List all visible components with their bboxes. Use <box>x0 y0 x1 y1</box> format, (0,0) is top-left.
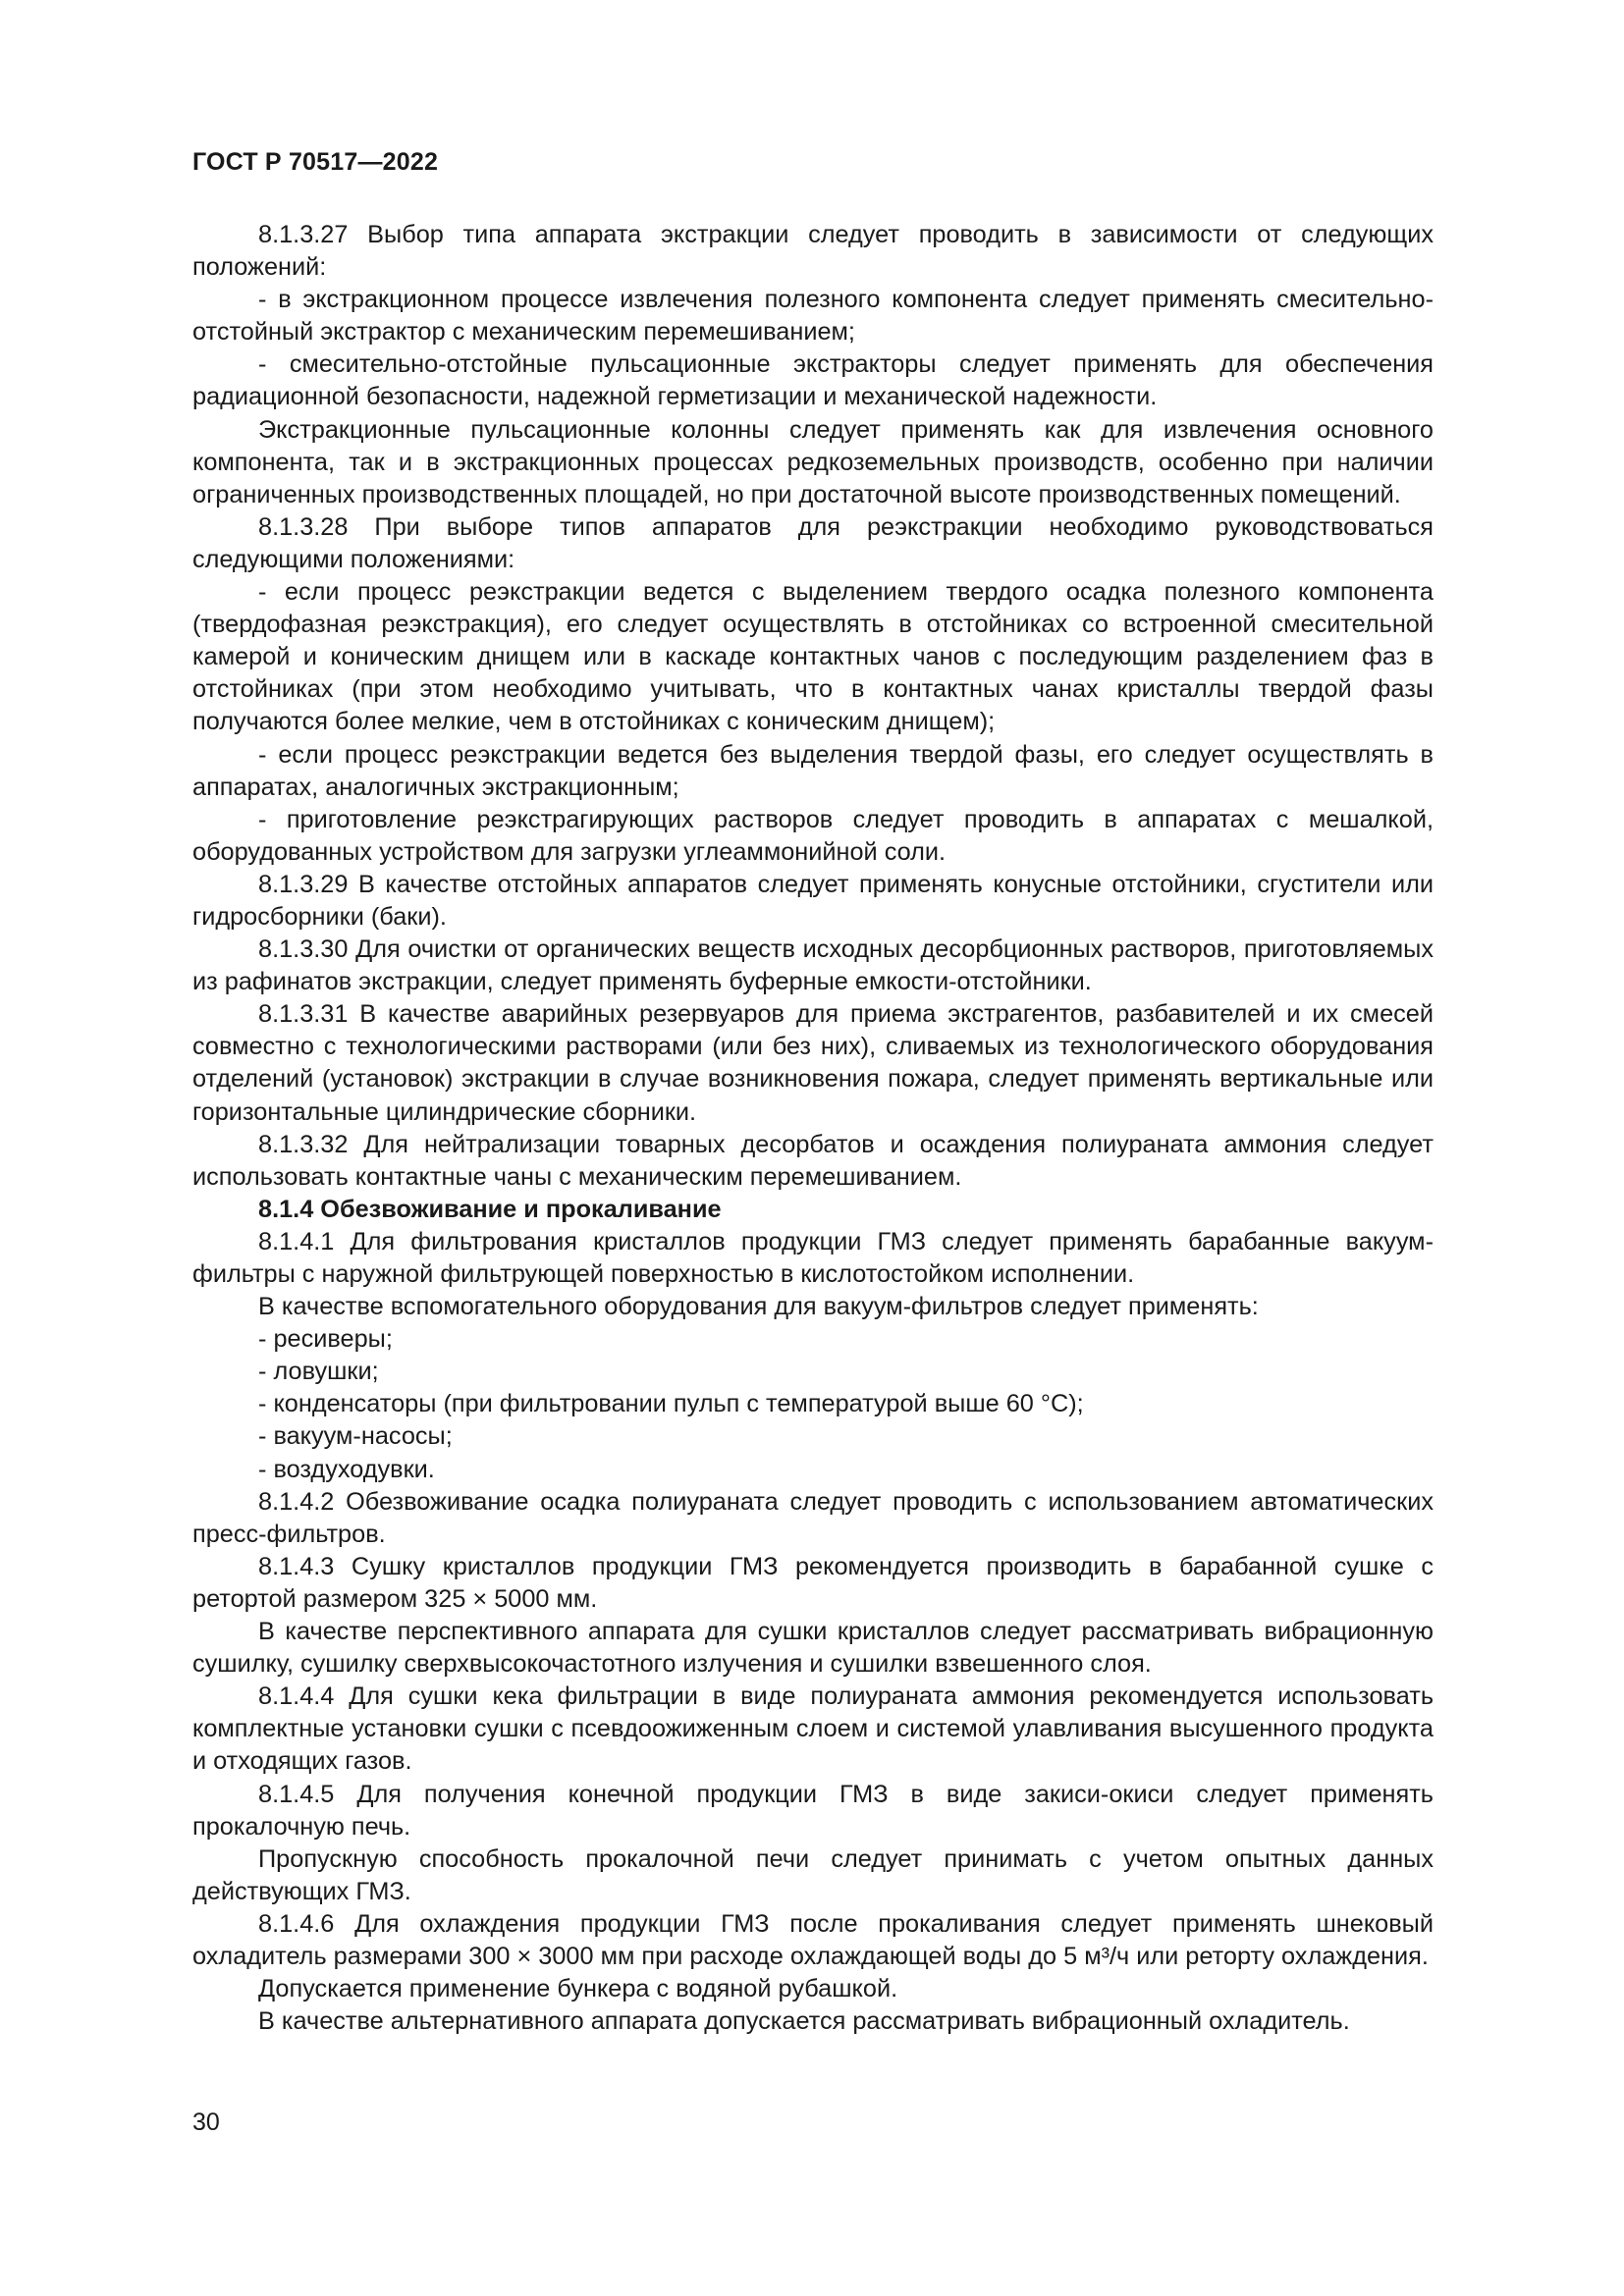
list-item: - вакуум-насосы; <box>258 1422 453 1451</box>
document-header: ГОСТ Р 70517—2022 <box>192 148 439 176</box>
paragraph: Пропускную способность прокалочной печи следует принимать с учетом опытных данных действующих ГМЗ. <box>192 1844 1434 1905</box>
paragraph: 8.1.4.4 Для сушки кека фильтрации в виде полиураната аммония рекомендуется использовать комплектные установки сушки с псевдоожиженным слоем и системой улавливания высушенного продукта и отходящих газов. <box>192 1682 1434 1776</box>
paragraph: 8.1.4.1 Для фильтрования кристаллов продукции ГМЗ следует применять барабанные вакуум-фильтры с наружной фильтрующей поверхностью в кислотостойком исполнении. <box>192 1227 1434 1288</box>
paragraph: 8.1.3.29 В качестве отстойных аппаратов следует применять конусные отстойники, сгустители или гидросборники (баки). <box>192 870 1434 931</box>
list-item: - конденсаторы (при фильтровании пульп с температурой выше 60 °С); <box>258 1390 1084 1418</box>
paragraph: 8.1.3.30 Для очистки от органических веществ исходных десорбционных растворов, приготовляемых из рафинатов экстракции, следует применять буферные емкости-отстойники. <box>192 935 1434 996</box>
paragraph: 8.1.3.31 В качестве аварийных резервуаров для приема экстрагентов, разбавителей и их смесей совместно с технологическими растворами (или без них), сливаемых из технологического оборудования отделений (установок) экстракции в случае возникновения пожара, следует применять вертикальные или горизонтальные цилиндрические сборники. <box>192 1000 1434 1126</box>
list-item: - если процесс реэкстракции ведется без выделения твердой фазы, его следует осуществлять в аппаратах, аналогичных экстракционным; <box>192 740 1434 801</box>
paragraph: 8.1.3.28 При выборе типов аппаратов для реэкстракции необходимо руководствоваться следующими положениями: <box>192 512 1434 573</box>
list-item: - ресиверы; <box>258 1325 393 1354</box>
paragraph: 8.1.4.2 Обезвоживание осадка полиураната следует проводить с использованием автоматических пресс-фильтров. <box>192 1487 1434 1548</box>
section-heading: 8.1.4 Обезвоживание и прокаливание <box>258 1195 722 1223</box>
document-body <box>192 219 1434 2038</box>
list-item: - в экстракционном процессе извлечения полезного компонента следует применять смесительно-отстойный экстрактор с механическим перемешиванием; <box>192 286 1434 347</box>
paragraph: В качестве вспомогательного оборудования для вакуум-фильтров следует применять: <box>258 1293 1259 1321</box>
list-item: - приготовление реэкстрагирующих растворов следует проводить в аппаратах с мешалкой, оборудованных устройством для загрузки углеаммонийной соли. <box>192 805 1434 866</box>
paragraph: В качестве перспективного аппарата для сушки кристаллов следует рассматривать вибрационную сушилку, сушилку сверхвысокочастотного излучения и сушилки взвешенного слоя. <box>192 1618 1434 1679</box>
paragraph: 8.1.4.6 Для охлаждения продукции ГМЗ после прокаливания следует применять шнековый охладитель размерами 300 × 3000 мм при расходе охлаждающей воды до 5 м³/ч или реторту охлаждения. <box>192 1909 1434 1970</box>
paragraph: Допускается применение бункера с водяной рубашкой. <box>258 1975 898 2003</box>
paragraph: 8.1.3.32 Для нейтрализации товарных десорбатов и осаждения полиураната аммония следует использовать контактные чаны с механическим перемешиванием. <box>192 1130 1434 1191</box>
list-item: - смесительно-отстойные пульсационные экстракторы следует применять для обеспечения радиационной безопасности, надежной герметизации и механической надежности. <box>192 350 1434 411</box>
list-item: - если процесс реэкстракции ведется с выделением твердого осадка полезного компонента (твердофазная реэкстракция), его следует осуществлять в отстойниках со встроенной смесительной камерой и коническим днищем или в каскаде контактных чанов с последующим разделением фаз в отстойниках (при этом необходимо учитывать, что в контактных чанах кристаллы твердой фазы получаются более мелкие, чем в отстойниках с коническим днищем); <box>192 578 1434 736</box>
paragraph: 8.1.3.27 Выбор типа аппарата экстракции следует проводить в зависимости от следующих положений: <box>192 221 1434 282</box>
page-number: 30 <box>192 2109 220 2136</box>
paragraph: В качестве альтернативного аппарата допускается рассматривать вибрационный охладитель. <box>258 2007 1350 2036</box>
paragraph: 8.1.4.5 Для получения конечной продукции ГМЗ в виде закиси-окиси следует применять прокалочную печь. <box>192 1780 1434 1841</box>
list-item: - воздуходувки. <box>258 1455 435 1483</box>
paragraph: 8.1.4.3 Сушку кристаллов продукции ГМЗ рекомендуется производить в барабанной сушке с ретортой размером 325 × 5000 мм. <box>192 1552 1434 1613</box>
paragraph: Экстракционные пульсационные колонны следует применять как для извлечения основного компонента, так и в экстракционных процессах редкоземельных производств, особенно при наличии ограниченных производственных площадей, но при достаточной высоте производственных помещений. <box>192 415 1434 508</box>
list-item: - ловушки; <box>258 1358 379 1386</box>
